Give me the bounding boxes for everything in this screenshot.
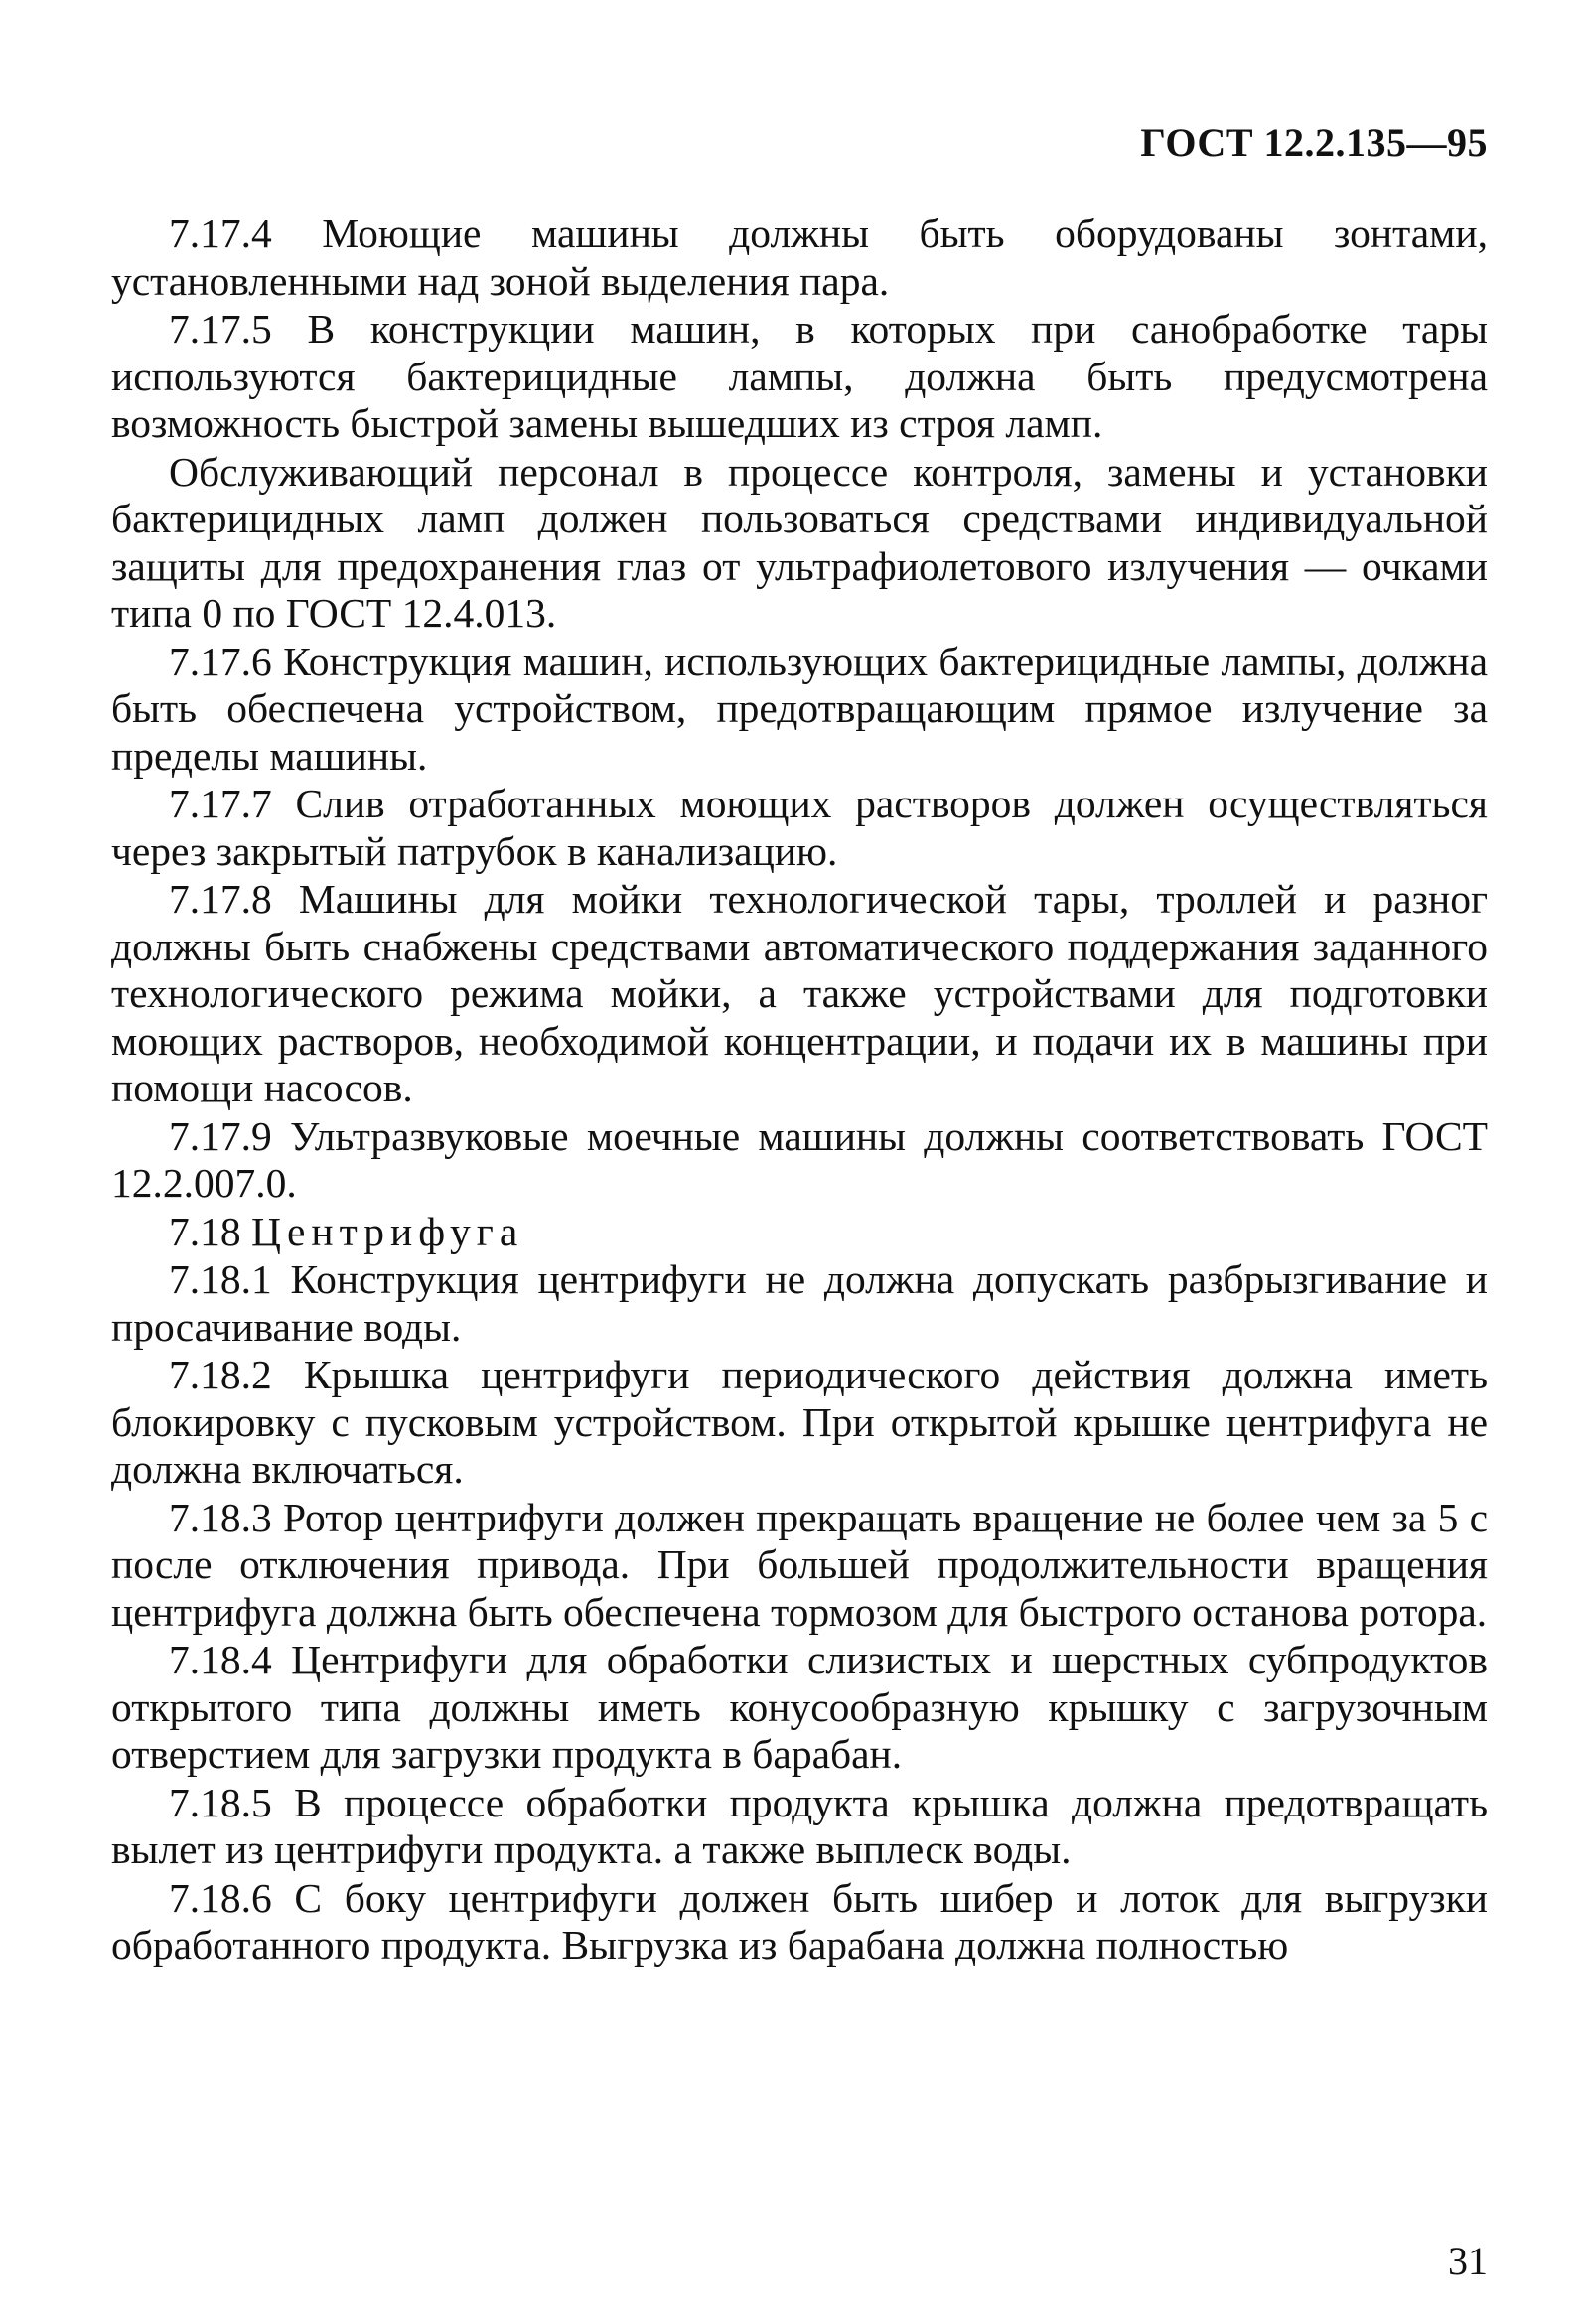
paragraph-7-17-4: 7.17.4 Моющие машины должны быть оборудованы зонтами, установленными над зоной выделения пара. [111,211,1488,304]
page-number: 31 [1448,2239,1488,2283]
standard-header: ГОСТ 12.2.135—95 [1140,120,1488,165]
paragraph-7-17-7: 7.17.7 Слив отработанных моющих растворов должен осуществляться через закрытый патрубок в канализацию. [111,781,1488,874]
paragraph-personnel-protection: Обслуживающий персонал в процессе контроля, замены и установки бактерицидных ламп должен пользоваться средствами индивидуальной защиты для предохранения глаз от ультрафиолетового излучения — очками типа 0 по ГОСТ 12.4.013. [111,448,1488,636]
paragraph-7-18-1: 7.18.1 Конструкция центрифуги не должна допускать разбрызгивание и просачивание воды. [111,1256,1488,1350]
section-title: Центрифуга [251,1208,524,1254]
paragraph-7-17-5: 7.17.5 В конструкции машин, в которых при санобработке тары используются бактерицидные лампы, должна быть предусмотрена возможность быстрой замены вышедших из строя ламп. [111,306,1488,446]
paragraph-7-17-6: 7.17.6 Конструкция машин, использующих бактерицидные лампы, должна быть обеспечена устройством, предотвращающим прямое излучение за пределы машины. [111,638,1488,779]
paragraph-7-18-6: 7.18.6 С боку центрифуги должен быть шибер и лоток для выгрузки обработанного продукта. Выгрузка из барабана должна полностью [111,1874,1488,1967]
section-number: 7.18 [169,1208,241,1254]
paragraph-7-18-5: 7.18.5 В процессе обработки продукта крышка должна предотвращать вылет из центрифуги продукта. а также выплеск воды. [111,1779,1488,1872]
paragraph-7-18-2: 7.18.2 Крышка центрифуги периодического действия должна иметь блокировку с пусковым устройством. При открытой крышке центрифуга не должна включаться. [111,1352,1488,1492]
paragraph-7-17-9: 7.17.9 Ультразвуковые моечные машины должны соответствовать ГОСТ 12.2.007.0. [111,1112,1488,1206]
paragraph-7-17-8: 7.17.8 Машины для мойки технологической тары, троллей и разног должны быть снабжены средствами автоматического поддержания заданного технологического режима мойки, а также устройствами для подготовки моющих растворов, необходимой концентрации, и подачи их в машины при помощи насосов. [111,876,1488,1110]
paragraph-7-18-3: 7.18.3 Ротор центрифуги должен прекращать вращение не более чем за 5 с после отключения привода. При большей продолжительности вращения центрифуга должна быть обеспечена тормозом для быстрого останова ротора. [111,1494,1488,1635]
document-body [111,211,1488,1970]
section-heading-7-18 [111,1209,1488,1256]
paragraph-7-18-4: 7.18.4 Центрифуги для обработки слизистых и шерстных субпродуктов открытого типа должны иметь конусообразную крышку с загрузочным отверстием для загрузки продукта в барабан. [111,1637,1488,1777]
document-page [111,119,1488,2284]
